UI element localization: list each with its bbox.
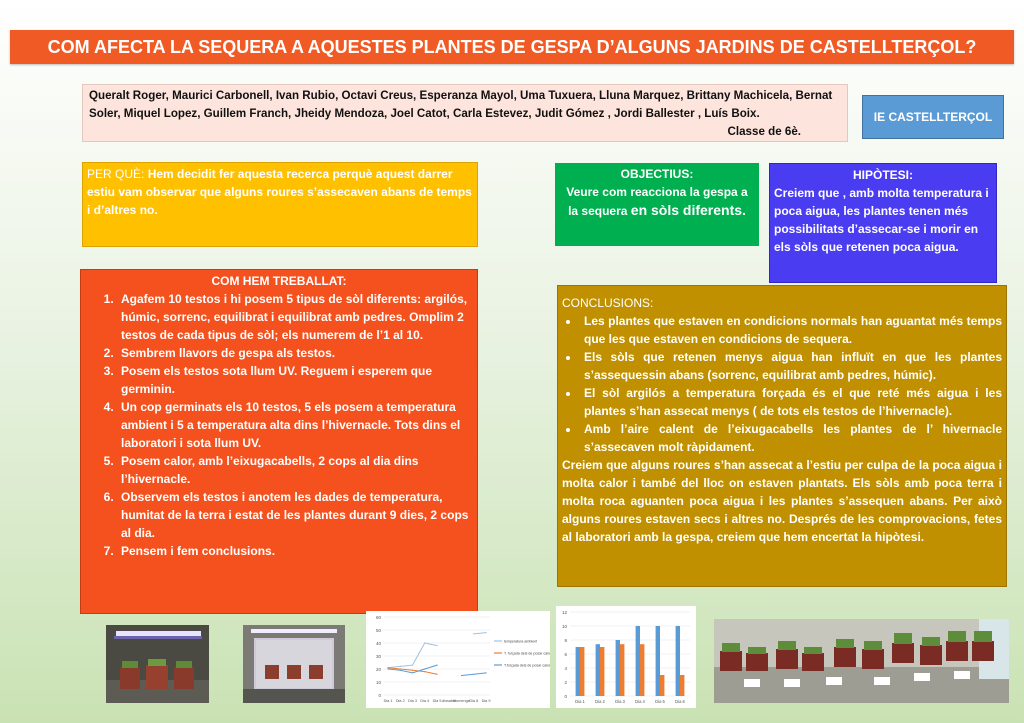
lab-photo-pots-row: [714, 619, 1009, 703]
y-tick-label: 10: [561, 624, 567, 629]
hypothesis-box: [769, 163, 997, 283]
y-tick-label: 50: [375, 628, 381, 633]
method-step: 1. Agafem 10 testos i hi posem 5 tipus de sòl diferents: argilós, húmic, sorrenc, equilibrat i equilibrat amb pedres. Omplim 2 testos de cada tipus de sòl; els numerem de l’1 al 10.: [117, 290, 471, 344]
x-tick-label: Dia 8: [469, 699, 479, 703]
y-tick-label: 4: [564, 666, 567, 671]
data-point: [424, 668, 425, 669]
y-tick-label: 12: [561, 610, 567, 615]
y-tick-label: 20: [375, 667, 381, 672]
hypothesis-text: Creiem que , amb molta temperatura i poca aigua, les plantes tenen més possibilitats d’assecar-se i morir en els sòls que retenen poca aigua.: [774, 186, 989, 254]
conclusion-item: • El sòl argilós a temperatura forçada és el que reté més aigua i les plantes s’han assecat menys ( de tots els testos de l’hivernacle).: [580, 384, 1002, 420]
data-point: [436, 665, 437, 666]
data-point: [436, 645, 437, 646]
data-point: [400, 670, 401, 671]
y-tick-label: 60: [375, 615, 381, 620]
y-tick-label: 6: [564, 652, 567, 657]
y-tick-label: 0: [378, 693, 381, 698]
y-tick-label: 2: [564, 680, 567, 685]
lab-photo-uv-lamp: [106, 625, 209, 703]
method-box: [80, 269, 478, 614]
legend-label: T. forçada dels de posar calor: [504, 651, 550, 656]
x-tick-label: Dia 6: [675, 699, 685, 704]
bar: [596, 644, 600, 696]
data-point: [400, 668, 401, 669]
x-tick-label: dissabte: [442, 699, 457, 703]
data-point: [412, 672, 413, 673]
humidity-bar-chart-svg: [556, 606, 696, 708]
bar: [616, 640, 620, 696]
data-point: [436, 674, 437, 675]
bar: [600, 647, 604, 696]
x-tick-label: Dia 5: [432, 699, 442, 703]
authors-box: [82, 84, 848, 142]
hypothesis-label: HIPÒTESI:: [852, 168, 913, 182]
x-tick-label: Dia 2: [595, 699, 605, 704]
bar: [656, 626, 660, 696]
why-box: [82, 162, 478, 247]
series-line: [388, 643, 437, 668]
y-tick-label: 0: [564, 694, 567, 699]
x-tick-label: Dia 1: [575, 699, 585, 704]
x-tick-label: Dia 1: [383, 699, 393, 703]
lab-photo-uv-lamp-image: [106, 625, 209, 703]
x-tick-label: diumenge: [453, 699, 470, 703]
legend-label: T.forçada dels de posar calor: [504, 663, 550, 668]
conclusions-final: Creiem que alguns roures s’han assecat a l’estiu per culpa de la poca aigua i molta calor i també del lloc on estaven plantats. Els sòls amb poca terra i molta roca aguanten poca aigua i les plantes s’assequen abans. Per això alguns roures estaven secs i altres no. Després de les comprovacions, fetes al laboratori amb la gespa, creiem que hem encertat la hipòtesi.: [562, 458, 1002, 544]
objective-box: [555, 163, 759, 246]
method-label: COM HEM TREBALLAT:: [211, 274, 347, 288]
why-text: Hem decidit fer aquesta recerca perquè aquest darrer estiu vam observar que alguns roures s’assecaven abans de temps i d’altres no.: [87, 167, 472, 217]
method-step: 5. Posem calor, amb l’eixugacabells, 2 cops al dia dins l’hivernacle.: [117, 452, 471, 488]
humidity-bar-chart: [556, 606, 696, 708]
x-tick-label: Dia 2: [395, 699, 405, 703]
method-step: 3. Posem els testos sota llum UV. Reguem i esperem que germinin.: [117, 362, 471, 398]
x-tick-label: Dia 4: [635, 699, 645, 704]
method-step: 2. Sembrem llavors de gespa als testos.: [117, 344, 471, 362]
x-tick-label: Dia 3: [615, 699, 625, 704]
series-line: [474, 633, 486, 634]
bar: [680, 675, 684, 696]
data-point: [412, 665, 413, 666]
bar: [636, 626, 640, 696]
x-tick-label: Dia 9: [481, 699, 491, 703]
data-point: [485, 632, 486, 633]
conclusions-label: CONCLUSIONS:: [562, 296, 654, 310]
method-step: 4. Un cop germinats els 10 testos, 5 els posem a temperatura ambient i 5 a temperatura alta dins l’hivernacle. Tots dins el laboratori i sota llum UV.: [117, 398, 471, 452]
method-step: 7. Pensem i fem conclusions.: [117, 542, 471, 560]
poster-title: COM AFECTA LA SEQUERA A AQUESTES PLANTES DE GESPA D’ALGUNS JARDINS DE CASTELLTERÇOL?: [10, 30, 1014, 64]
data-point: [424, 642, 425, 643]
conclusion-item: • Amb l’aire calent de l’eixugacabells les plantes de l’ hivernacle s’assecaven molt ràpidament.: [580, 420, 1002, 456]
lab-photo-greenhouse-image: [243, 625, 345, 703]
bar: [676, 626, 680, 696]
temperature-line-chart-svg: [366, 611, 550, 708]
data-point: [424, 671, 425, 672]
why-label: PER QUÈ:: [87, 167, 145, 181]
conclusion-item: • Els sòls que retenen menys aigua han influït en que les plantes s’assequessin abans (sorrenc, equilibrat amb pedres, húmic).: [580, 348, 1002, 384]
lab-photo-pots-row-image: [714, 619, 1009, 703]
conclusion-item: • Les plantes que estaven en condicions normals han aguantat més temps que les que estaven en condicions de sequera.: [580, 312, 1002, 348]
bar: [576, 647, 580, 696]
temperature-line-chart: [366, 611, 550, 708]
x-tick-label: Dia 5: [655, 699, 665, 704]
bar: [640, 644, 644, 696]
data-point: [473, 633, 474, 634]
data-point: [412, 670, 413, 671]
data-point: [387, 668, 388, 669]
y-tick-label: 8: [564, 638, 567, 643]
method-step: 6. Observem els testos i anotem les dades de temperatura, humitat de la terra i estat de les plantes durant 9 dies, 2 cops al dia.: [117, 488, 471, 542]
class-label: Classe de 6è.: [727, 125, 801, 138]
data-point: [473, 674, 474, 675]
bar: [580, 647, 584, 696]
data-point: [400, 666, 401, 667]
y-tick-label: 40: [375, 641, 381, 646]
bar: [620, 644, 624, 696]
objective-emphasis: en sòls diferents.: [630, 202, 746, 218]
x-tick-label: Dia 3: [408, 699, 417, 703]
school-badge: IE CASTELLTERÇOL: [862, 95, 1004, 139]
y-tick-label: 10: [375, 680, 381, 685]
authors-list: Queralt Roger, Maurici Carbonell, Ivan Rubio, Octavi Creus, Esperanza Mayol, Uma Tuxuera, Lluna Marquez, Brittany Machicela, Bernat Soler, Miquel Lopez, Guillem Franch, Jheidy Mendoza, Joel Catot, Carla Estevez, Judit Gómez , Jordi Ballester , Luís Boix.: [89, 89, 833, 120]
data-point: [485, 672, 486, 673]
conclusions-box: [557, 285, 1007, 587]
y-tick-label: 30: [375, 654, 381, 659]
data-point: [461, 675, 462, 676]
objective-text: Veure com reacciona la gespa a la sequera: [566, 185, 748, 218]
conclusions-list: [562, 312, 1002, 456]
data-point: [387, 667, 388, 668]
objective-label: OBJECTIUS:: [620, 167, 694, 181]
legend-label: temperatura ambient: [504, 639, 538, 644]
bar: [660, 675, 664, 696]
x-tick-label: Dia 4: [420, 699, 430, 703]
lab-photo-greenhouse: [243, 625, 345, 703]
method-steps: [87, 290, 471, 560]
